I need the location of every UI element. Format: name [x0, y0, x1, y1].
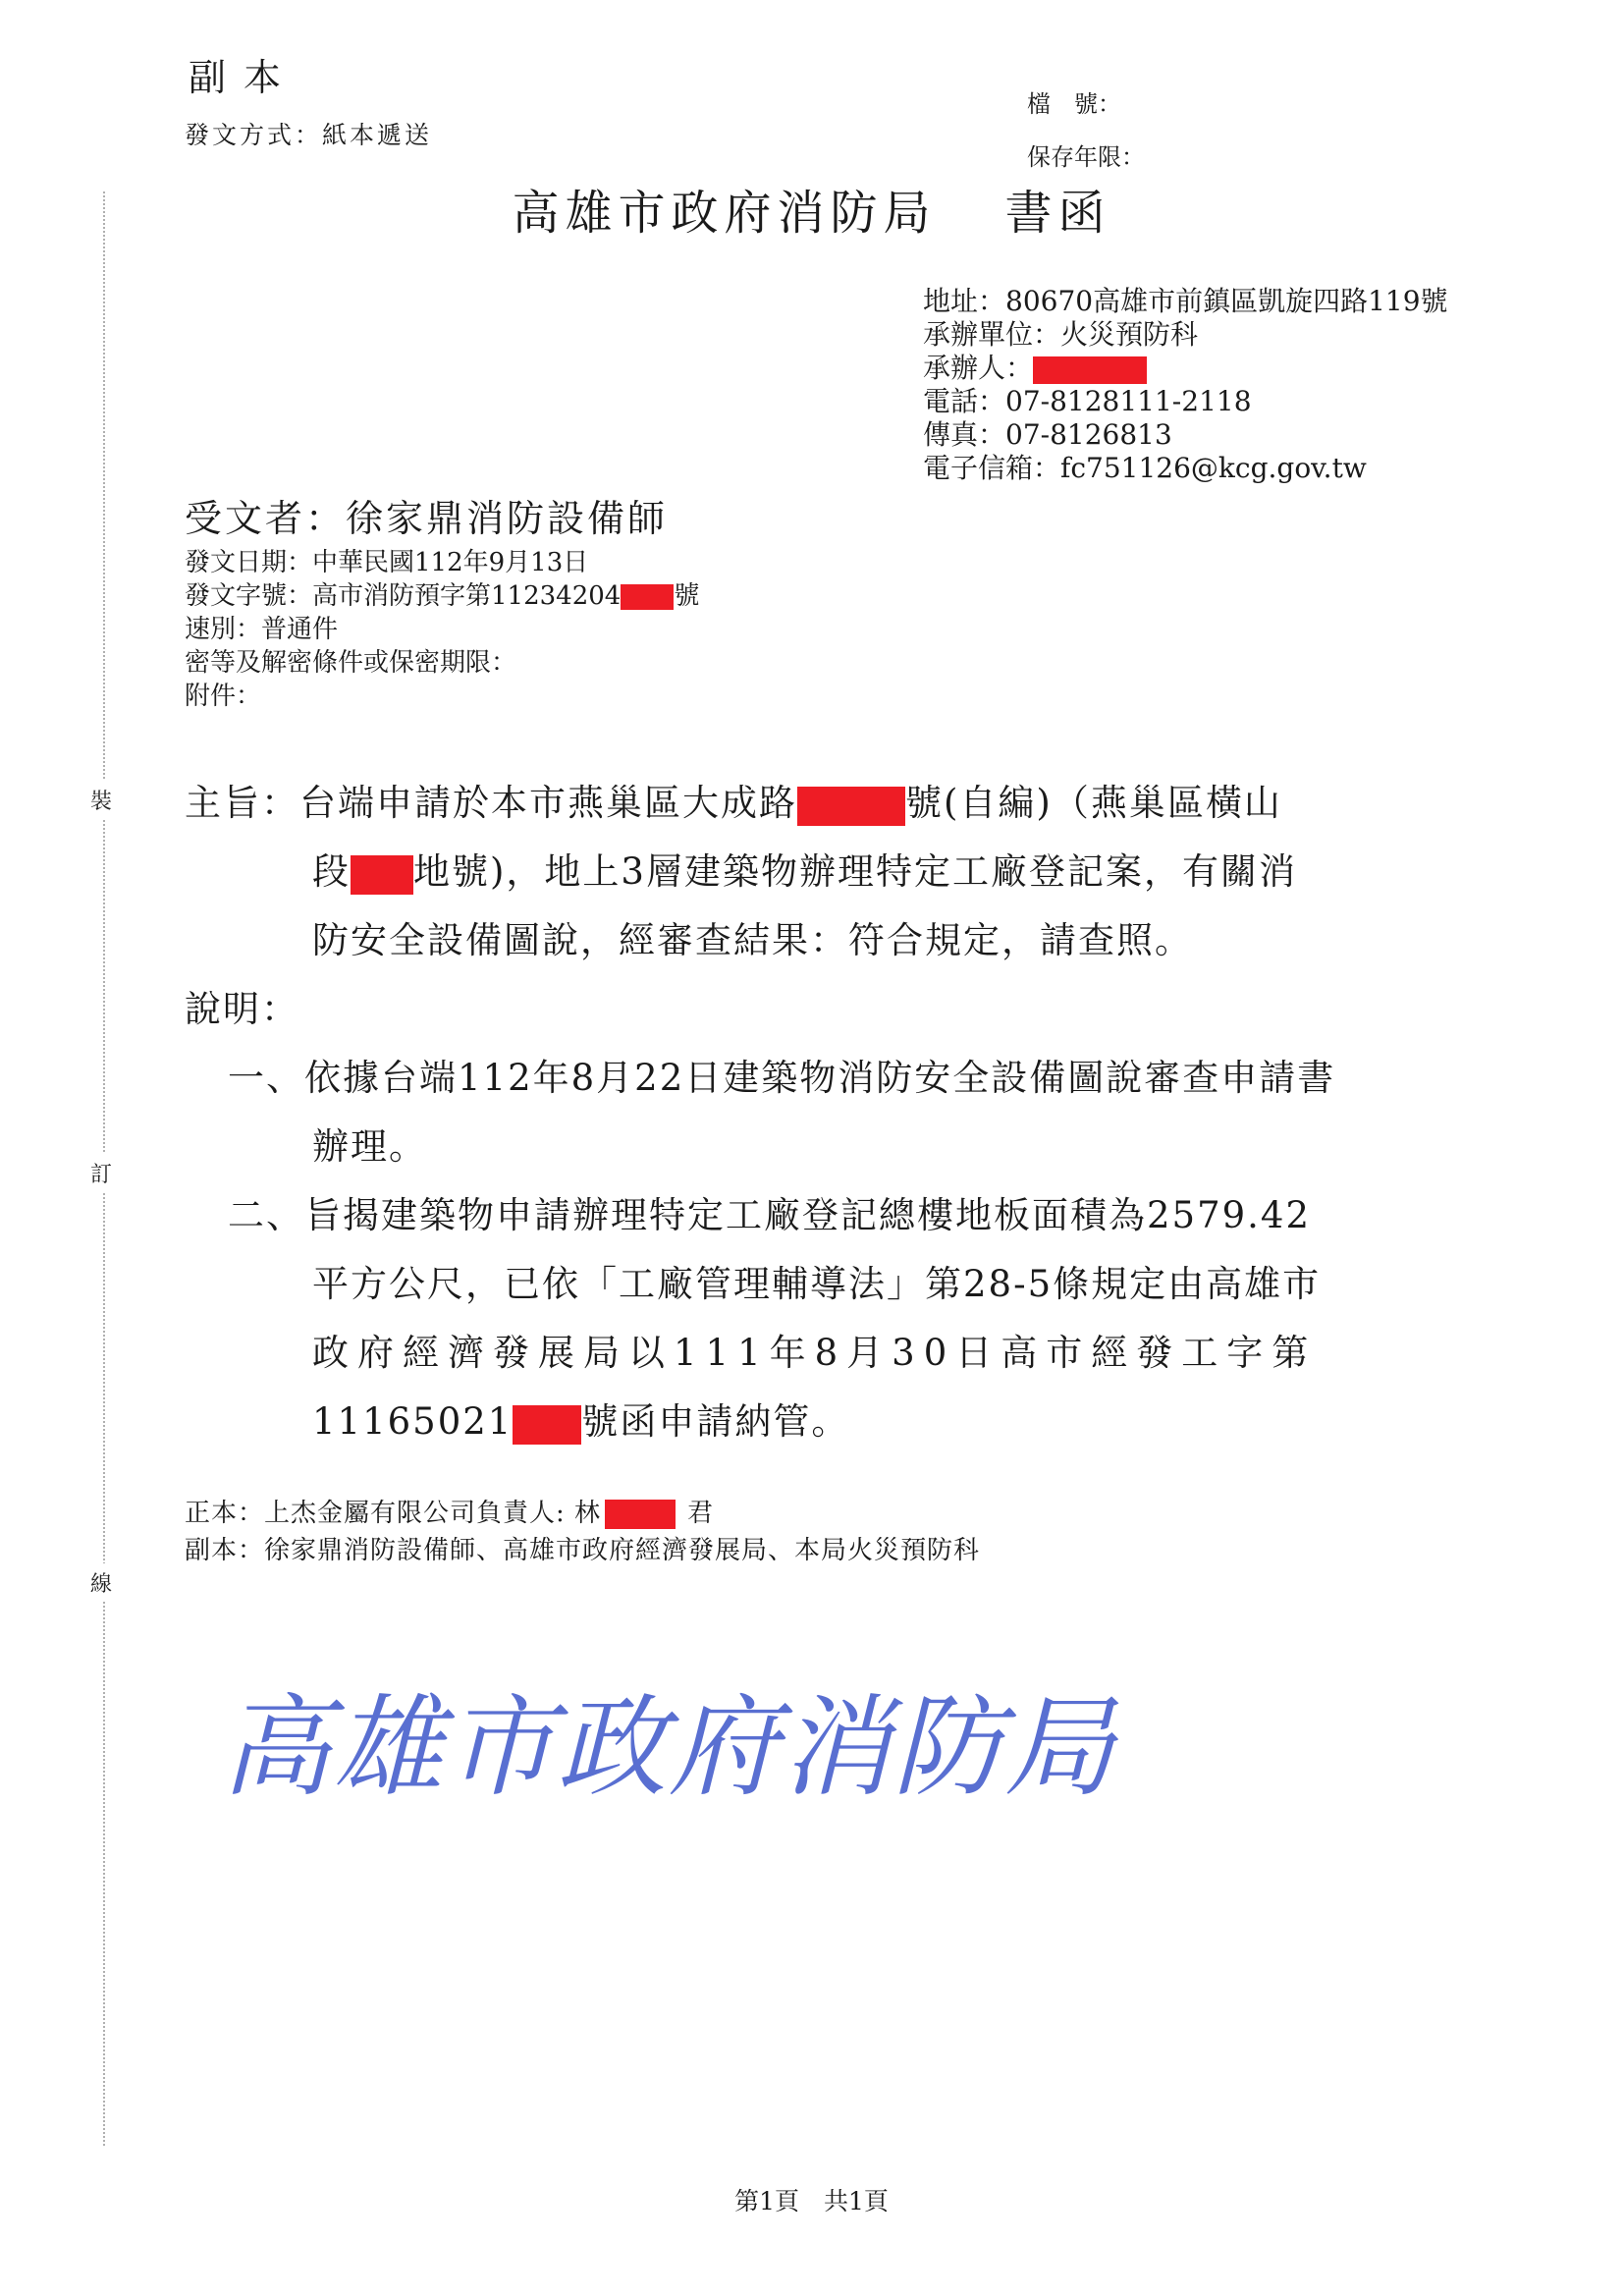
- cc-copies: 副本：徐家鼎消防設備師、高雄市政府經濟發展局、本局火災預防科: [185, 1536, 981, 1565]
- speed: 速別：普通件: [185, 615, 339, 644]
- retention-label: 保存年限：: [1027, 143, 1145, 171]
- contact-handler: [923, 352, 1448, 385]
- cc-text: 正本：上杰金屬有限公司負責人: 林: [185, 1499, 602, 1528]
- contact-phone: 電話：07-8128111-2118: [923, 385, 1252, 417]
- subject-line-1: [185, 773, 1282, 826]
- redaction-block: [1033, 356, 1147, 384]
- contact-block: [923, 285, 1448, 485]
- doc-type: 書函: [1004, 186, 1111, 241]
- redaction-block: [513, 1405, 581, 1445]
- attachment: 附件：: [185, 682, 262, 711]
- explanation-heading: 說明：: [185, 988, 299, 1030]
- binding-char-zhuang: 裝: [90, 781, 112, 819]
- document-title: [0, 175, 1623, 243]
- explanation-text: 11165021: [312, 1400, 514, 1443]
- binding-char-xian: 線: [90, 1563, 112, 1602]
- page-number: 第1頁 共1頁: [734, 2187, 889, 2215]
- redaction-block: [605, 1500, 676, 1529]
- send-method: 發文方式：紙本遞送: [185, 121, 433, 149]
- subject-text: 號(自編)（燕巢區橫山: [905, 782, 1282, 824]
- contact-unit: 承辦單位：火災預防科: [923, 318, 1199, 351]
- file-number-label: 檔 號：: [1027, 90, 1121, 118]
- redaction-block: [621, 584, 674, 610]
- issue-number: [185, 579, 699, 613]
- copy-mark: 副本: [189, 56, 299, 99]
- issue-date: 發文日期：中華民國112年9月13日: [185, 548, 589, 577]
- issue-number-prefix: 發文字號：高市消防預字第11234204: [185, 581, 622, 611]
- subject-line-3: 防安全設備圖說，經審查結果：符合規定，請查照。: [312, 919, 1193, 961]
- redaction-block: [797, 787, 905, 826]
- subject-text: 地號)，地上3層建築物辦理特定工廠登記案，有關消: [413, 850, 1297, 893]
- cc-original: [185, 1493, 714, 1529]
- explanation-item-2-line-3: 政府經濟發展局以111年8月30日高市經發工字第: [312, 1332, 1318, 1374]
- recipient: 受文者：徐家鼎消防設備師: [185, 497, 669, 540]
- subject-text: 主旨：台端申請於本市燕巢區大成路: [185, 782, 797, 824]
- cc-text: 君: [687, 1499, 715, 1528]
- explanation-item-2-line-2: 平方公尺，已依「工廠管理輔導法」第28-5條規定由高雄市: [312, 1263, 1322, 1305]
- explanation-item-1-line-2: 辦理。: [312, 1125, 427, 1168]
- secrecy: 密等及解密條件或保密期限：: [185, 648, 517, 678]
- subject-text: 段: [312, 850, 351, 893]
- meta-block: [185, 546, 699, 713]
- explanation-item-2-line-1: 二、旨揭建築物申請辦理特定工廠登記總樓地板面積為2579.42: [228, 1194, 1312, 1236]
- contact-email: 電子信箱：fc751126@kcg.gov.tw: [923, 452, 1367, 484]
- contact-fax: 傳真：07-8126813: [923, 418, 1172, 451]
- binding-char-ding: 訂: [90, 1154, 112, 1192]
- explanation-text: 號函申請納管。: [581, 1400, 850, 1443]
- contact-address: 地址：80670高雄市前鎮區凱旋四路119號: [923, 285, 1448, 317]
- org-name: 高雄市政府消防局: [512, 186, 937, 241]
- redaction-block: [351, 855, 413, 895]
- issue-number-suffix: 號: [674, 581, 700, 611]
- agency-stamp: 高雄市政府消防局: [221, 1684, 1116, 1812]
- subject-line-2: [312, 842, 1297, 895]
- explanation-item-1-line-1: 一、依據台端112年8月22日建築物消防安全設備圖說審查申請書: [228, 1057, 1336, 1099]
- explanation-item-2-line-4: [312, 1392, 849, 1445]
- contact-handler-label: 承辦人：: [923, 352, 1034, 384]
